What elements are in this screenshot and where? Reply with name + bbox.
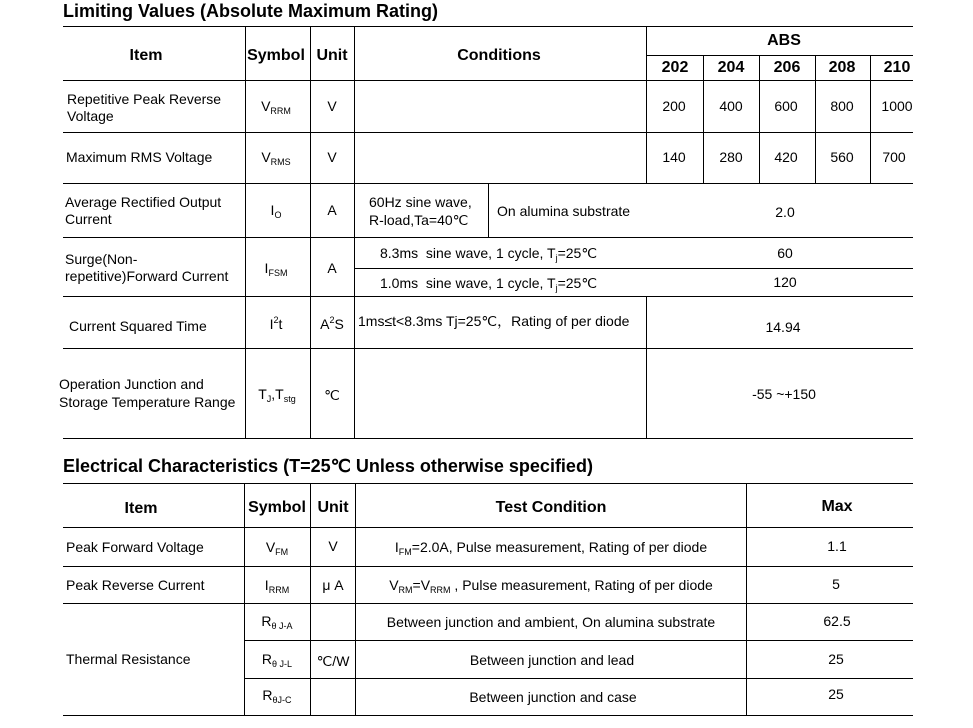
electrical-characteristics-title: Electrical Characteristics (T=25℃ Unless otherwise specified) [63,456,593,476]
io-unit: A [327,202,337,218]
electrical-header-test-condition: Test Condition [495,499,607,516]
vfm-symbol: $V_{FM}$ [265,539,289,557]
io-condition-substrate: On alumina substrate [497,203,631,219]
ifsm-condition-1: 8.3ms sine wave, 1 cycle, $T_j=25℃$ [380,245,598,263]
i2t-condition: 1ms≤t<8.3ms Tj=25℃，Rating of per diode [358,313,630,329]
irrm-item: Peak Reverse Current [66,577,205,593]
ifsm-unit: A [327,260,337,276]
ifsm-value-1: 60 [777,245,793,261]
model-208-header: 208 [828,59,856,76]
model-202-header: 202 [661,59,689,76]
model-204-header: 204 [717,59,745,76]
vrms-unit: V [327,149,337,165]
thermal-ja-symbol: $R_{\theta J-A}$ [261,613,293,631]
tj-item-line2: Storage Temperature Range [59,394,236,410]
tj-item-line1: Operation Junction and [59,376,204,392]
vrms-value-204: 280 [719,149,743,165]
irrm-max: 5 [832,576,840,592]
vrrm-value-202: 200 [662,98,686,114]
thermal-jc-symbol: $R_{\theta J-C}$ [262,687,292,705]
vrms-symbol: $V_{RMS}$ [261,149,291,167]
vrrm-symbol: $V_{RRM}$ [261,98,291,116]
vrms-value-208: 560 [830,149,854,165]
thermal-jl-max: 25 [828,651,844,667]
io-item-line2: Current [65,211,112,227]
thermal-jc-max: 25 [828,686,844,702]
vrrm-value-206: 600 [774,98,798,114]
vrrm-value-210: 1000 [881,98,913,114]
thermal-jc-condition: Between junction and case [469,689,637,705]
model-210-header: 210 [883,59,911,76]
thermal-ja-max: 62.5 [823,613,851,629]
thermal-jl-condition: Between junction and lead [469,652,635,668]
io-condition-line2: R-load,Ta=40℃ [369,212,469,228]
vrms-value-210: 700 [882,149,906,165]
ifsm-item-line1: Surge(Non- [65,251,138,267]
io-value: 2.0 [775,204,795,220]
vrms-value-206: 420 [774,149,798,165]
thermal-unit: ℃/W [316,653,350,669]
i2t-item: Current Squared Time [69,318,207,334]
ifsm-item-line2: repetitive)Forward Current [65,268,229,284]
i2t-value: 14.94 [765,319,801,335]
vrrm-unit: V [327,98,337,114]
vfm-max: 1.1 [827,538,847,554]
vrrm-value-204: 400 [719,98,743,114]
ifsm-value-2: 120 [773,274,797,290]
irrm-condition: $V_{RM}=V_{RRM}$ , Pulse measurement, Rating of per diode [389,577,713,595]
thermal-item: Thermal Resistance [66,651,191,667]
thermal-jl-symbol: $R_{\theta J-L}$ [261,651,293,669]
io-item-line1: Average Rectified Output [65,194,222,210]
ifsm-symbol: $I_{FSM}$ [264,260,288,278]
ifsm-condition-2: 1.0ms sine wave, 1 cycle, $T_j=25℃$ [380,275,598,293]
i2t-unit: $A^2S$ [320,315,344,332]
i2t-symbol: $I^2t$ [269,315,283,332]
electrical-header-item: Item [124,500,158,517]
limiting-header-symbol: Symbol [247,47,305,64]
vrms-item: Maximum RMS Voltage [66,149,213,165]
vrms-value-202: 140 [662,149,686,165]
limiting-header-conditions: Conditions [457,47,541,64]
limiting-header-item: Item [129,47,163,64]
model-206-header: 206 [773,59,801,76]
tj-symbol: $T_J,T_{stg}$ [258,386,296,404]
vrrm-item-line2: Voltage [67,108,114,124]
electrical-header-max: Max [821,498,853,515]
thermal-ja-condition: Between junction and ambient, On alumina substrate [386,614,716,630]
tj-unit: ℃ [324,387,340,403]
io-condition-line1: 60Hz sine wave, [369,194,472,210]
irrm-symbol: $I_{RRM}$ [264,577,290,595]
electrical-header-symbol: Symbol [248,499,306,516]
vfm-condition: $I_{FM}=2.0A$, Pulse measurement, Rating of per diode [394,539,708,557]
limiting-header-abs: ABS [767,32,801,49]
vrrm-item-line1: Repetitive Peak Reverse [67,91,222,107]
irrm-unit: μ A [322,577,344,593]
vfm-unit: V [328,538,338,554]
io-symbol: $I_O$ [270,202,282,220]
electrical-header-unit: Unit [317,499,349,516]
limiting-header-unit: Unit [316,47,348,64]
vrrm-value-208: 800 [830,98,854,114]
vfm-item: Peak Forward Voltage [66,539,204,555]
tj-value: -55 ~+150 [752,386,816,402]
limiting-values-title: Limiting Values (Absolute Maximum Rating) [63,1,439,21]
